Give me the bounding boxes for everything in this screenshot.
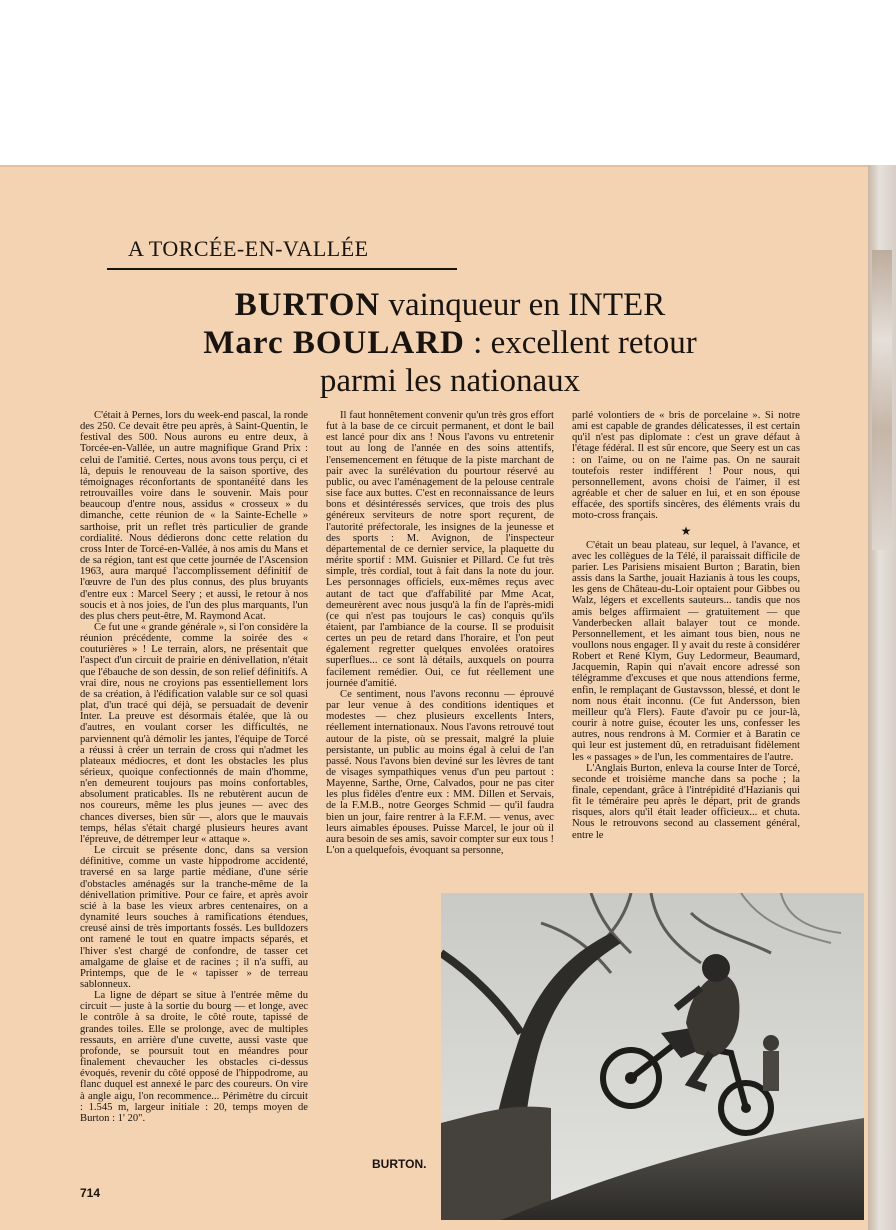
headline-line-2 [120, 324, 780, 362]
paragraph: Le circuit se présente donc, dans sa version définitive, comme un vaste hippodrome accidenté, traversé en sa large partie médiane, d'une série d'obstacles aménagés sur la tranche-même de la dénivellation primitive. Pour ce faire, et après avoir scié à la base les vieux arbres centenaires, on a dynamité leurs souches à ramifications étendues, creusé ainsi de très importants fossés. Les bulldozers ont ramené le tout en quatre impacts séparés, et l'hiver s'est chargé de confondre, de tasser cet amalgame de glaise et de racines ; il n'a suffi, au Printemps, que de le « tapisser » de terreau sablonneux. [80, 845, 308, 990]
text-column-1 [80, 410, 308, 1200]
headline-name-boulard: Marc BOULARD [203, 325, 465, 361]
kicker-underline [107, 268, 457, 270]
page-number: 714 [80, 1186, 101, 1200]
spectator-figure [763, 1035, 779, 1091]
article-headline [120, 286, 780, 400]
photo-illustration [441, 893, 864, 1220]
paragraph: parlé volontiers de « bris de porcelaine ». Si notre ami est capable de grandes délicatesses, il est certain qu'il n'est pas diplomate : c'est un grave défaut à l'étage fédéral. Il est sûr encore, que Seery est un cas : on l'aime, ou on ne l'aime pas. On ne saurait toutefois rester indifférent ! Pour nous, qui personnellement, avons choisi de l'aimer, il est agréable et cher de saluer en lui, et en son épouse effacée, des sportifs sincères, des éléments vrais du moto-cross français. [572, 410, 800, 522]
paragraph: C'était un beau plateau, sur lequel, à l'avance, et avec les collègues de la Télé, il paraissait difficile de parier. Les Parisiens misaient Burton ; Baratin, bien assis dans la Sarthe, jouait Hazianis à tous les coups, les gens de Château-du-Loir optaient pour Gibbes ou Walz, légers et excellents sauteurs... tandis que nos amis belges affirmaient — gratuitement — que Vanderbecken allait balayer tout ce monde. Personnellement, et les aimant tous bien, nous ne voullons nous engager. Il y avait du reste à considérer Robert et René Klym, Guy Ledormeur, Beaumard, Jacquemin, Rapin qui n'avait encore adressé son télégramme d'excuses et que nous attendions ferme, enfin, le remplaçant de Gustavsson, blessé, et dont le nom nous était inconnu. (Ce fut Andersson, bien meilleur qu'à Flers). Faute d'avoir pu ce jour-là, courir à notre guise, écouter les uns, confesser les autres, nous rendrons à M. Cormier et à Baratin ce qui leur est justement dû, en retraduisant fidèlement les « passages » de l'un, les commentaires de l'autre. [572, 539, 800, 763]
paragraph: C'était à Pernes, lors du week-end pascal, la ronde des 250. Ce devait être peu après, à Saint-Quentin, le festival des 500. Nous aurons eu entre deux, à Torcée-en-Vallée, un autre magnifique Grand Prix : celui de l'amitié. Certes, nous avons tous perçu, ci et là, depuis le renouveau de la saison sportive, des témoignages réconfortants de spontanéité dans les retrouvailles voire dans le souvenir. Mais pour beaucoup d'entre nous, assidus « crosseux » du dimanche, cette réunion de « la Sainte-Echelle » sarthoise, prit un reflet très particulier de grande cordialité. Nous dédierons donc cette relation du cross Inter de Torcé-en-Vallée, à nos amis du Mans et de sa région, tant est que cette journée de l'Ascension 1963, aura marqué l'accomplissement définitif de l'œuvre de l'un des plus connus, des plus bruyants d'entre eux : Marcel Seery ; et aussi, le retour à nos soucis et à nos joies, de l'un des plus marquants, l'un des plus chers peut-être, M. Raymond Acat. [80, 410, 308, 622]
scan-background [0, 0, 896, 165]
text-column-3 [572, 410, 800, 856]
article-kicker: A TORCÉE-EN-VALLÉE [128, 236, 369, 261]
paragraph: Ce fut une « grande générale », si l'on considère la réunion précédente, comme la soirée des « couturières » ! Le terrain, alors, ne présentait que l'aspect d'un circuit de prairie en dénivellation, n'était que l'ébauche de son dessin, de son relief définitifs. A vrai dire, nous ne croyions pas essentiellement lors de sa création, à l'édification valable sur ce sol quasi plat, d'un tracé qui déjà, se persuadait de devenir Inter. La preuve est désormais étalée, que là ou d'autres, en voulant corser les difficultés, ne parviennent qu'à démolir les jantes, l'équipe de Torcé a réussi à créer un terrain de cross qui n'admet les plateaux médiocres, et dont les obstacles les plus sérieux, quoique confectionnés de main d'homme, n'en demeurent toujours pas moins confortables, absolument praticables. Ils ne rebutèrent aucun de nos coureurs, même les plus jeunes — avec des chances diverses, bien sûr —, alors que le mauvais temps, hélas s'était chargé plusieurs heures avant l'épreuve, de détremper leur « attaque ». [80, 621, 308, 845]
photo-caption: BURTON. [372, 1157, 427, 1171]
left-bank [441, 1107, 551, 1220]
paragraph: Ce sentiment, nous l'avons reconnu — éprouvé par leur venue à des conditions identiques et modestes — chez plusieurs excellents Inters, réellement internationaux. Nous l'avons retrouvé tout autour de la piste, où se pressait, malgré la pluie persistante, un public au moins égal à celui de l'an passé. Nous l'avons bien deviné sur les lèvres de tant de visages sympathiques venus d'un peu partout : Mayenne, Sarthe, Orne, Calvados, pour ne pas citer les plus fidèles d'entre eux : MM. Dillen et Servais, de la F.M.B., notre Georges Schmid — qu'il faudra bien un jour, faire rentrer à la F.F.M. — venus, avec leurs aimables épouses. Puisse Marcel, le jour où il aura besoin de ses amis, savoir compter sur eux tous ! L'on a quelquefois, évoquant sa personne, [326, 688, 554, 856]
paragraph: L'Anglais Burton, enleva la course Inter de Torcé, seconde et troisième manche dans sa poche ; la finale, cependant, grâce à l'intrépidité d'Hazianis qui fit le téméraire peu après le départ, prit de grands risques, alors qu'il était leader officieux... et chuta. Nous le retrouvons second au classement général, entre le [572, 762, 800, 841]
headline-line1-text: vainqueur en INTER [380, 287, 666, 323]
paragraph: La ligne de départ se situe à l'entrée même du circuit — juste à la sortie du bourg — et longe, avec le contrôle à sa droite, le côté route, tapissé de grandes toiles. Elle se prolonge, avec de multiples ressauts, en arrière d'une cuvette, aussi vaste que profonde, se poursuit tout en méandres pour finalement chevaucher les obstacles ci-dessus évoqués, revenir du côté opposé de l'hippodrome, au flanc duquel est annexé le parc des coureurs. On vire à angle aigu, l'on recommence... Périmètre du circuit : 1.545 m, largeur initiale : 20, temps moyen de Burton : 1' 20". [80, 990, 308, 1124]
headline-line2-text: : excellent retour [464, 325, 697, 361]
motocross-photo [441, 893, 864, 1220]
text-column-2 [326, 410, 554, 856]
adjacent-page-shadow [872, 250, 892, 550]
headline-line-1 [120, 286, 780, 324]
paragraph: Il faut honnêtement convenir qu'un très gros effort fut à la base de ce circuit permanent, et dont le bail est lancé pour dix ans ! Nous l'avons vu entretenir tout au long de l'année en des soins attentifs, l'ensemencement en fétuque de la piste marchant de pair avec la surélévation du pourtour réservé au public, ou avec l'aménagement de la pelouse centrale sise face aux buttes. C'est en reconnaissance de leurs bons et désintéressés services, que trois des plus généreux serviteurs de notre sport reçurent, de l'autorité préfectorale, les insignes de la jeunesse et des sports : M. Avignon, de l'inspecteur départemental de ce dernier service, la plaquette du mérite sportif : MM. Guisnier et Pillard. Ce fut très simple, très cordial, tout à fait dans la note du jour. Les personnages officiels, eux-mêmes reçus avec autant de tact que d'affabilité par Mme Acat, demeurèrent avec nous jusqu'à la fin de l'après-midi (ce qui n'est pas toujours le cas) conquis qu'ils étaient, par l'ambiance de la course. Il se produisit certes un peu de retard dans l'horaire, et l'on peut également regretter quelques envolées oratoires superflues... ce sont là détails, auxquels on pourra facilement remédier. Oui, ce fut réellement une journée d'amitié. [326, 410, 554, 689]
headline-line-3: parmi les nationaux [319, 363, 581, 399]
headline-name-burton: BURTON [234, 287, 381, 323]
section-star-icon: ★ [680, 523, 692, 538]
